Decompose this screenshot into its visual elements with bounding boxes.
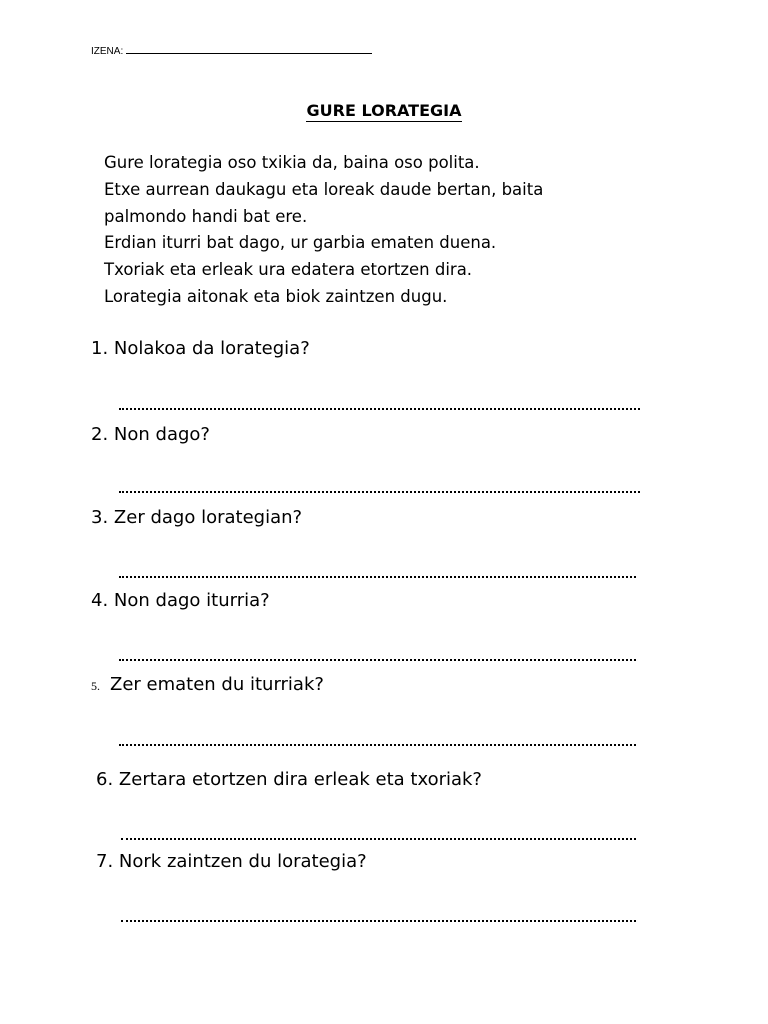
answer-line-6[interactable] <box>121 838 636 840</box>
story-line: Txoriak eta erleak ura edatera etortzen dira. <box>104 260 473 280</box>
page-title: GURE LORATEGIA <box>306 101 462 120</box>
name-field <box>91 44 372 57</box>
answer-line-4[interactable] <box>119 659 636 661</box>
question-text: Nolakoa da lorategia? <box>113 338 310 359</box>
question-text: Non dago iturria? <box>113 590 270 611</box>
question-5 <box>91 674 324 695</box>
story-line: Erdian iturri bat dago, ur garbia ematen duena. <box>104 233 497 253</box>
story-line: Etxe aurrean daukagu eta loreak daude bertan, baita <box>104 179 544 199</box>
question-text: Zer ematen du iturriak? <box>110 674 324 695</box>
question-2 <box>91 424 210 445</box>
answer-line-3[interactable] <box>119 576 636 578</box>
question-number: 4. <box>91 590 109 611</box>
question-1 <box>91 338 310 359</box>
story-text <box>104 150 543 311</box>
name-label: IZENA: <box>91 46 124 57</box>
question-number: 3. <box>91 507 109 528</box>
question-text: Non dago? <box>113 424 210 445</box>
question-4 <box>91 590 270 611</box>
question-text: Zer dago lorategian? <box>113 507 303 528</box>
name-blank-line[interactable] <box>126 44 372 54</box>
question-text: Zertara etortzen dira erleak eta txoriak? <box>118 769 482 790</box>
answer-line-2[interactable] <box>119 491 640 493</box>
story-line: palmondo handi bat ere. <box>104 206 308 226</box>
story-line: Gure lorategia oso txikia da, baina oso polita. <box>104 153 480 172</box>
question-3 <box>91 507 302 528</box>
question-number: 2. <box>91 424 109 445</box>
story-line: Lorategia aitonak eta biok zaintzen dugu. <box>104 286 448 306</box>
answer-line-5[interactable] <box>119 744 636 746</box>
answer-line-7[interactable] <box>121 920 636 922</box>
question-7 <box>96 851 367 872</box>
question-6 <box>96 769 482 790</box>
answer-line-1[interactable] <box>119 408 640 410</box>
question-number: 5. <box>91 679 100 693</box>
question-number: 1. <box>91 338 109 359</box>
question-number: 6. <box>96 769 114 790</box>
question-text: Nork zaintzen du lorategia? <box>118 851 367 872</box>
question-number: 7. <box>96 851 114 872</box>
